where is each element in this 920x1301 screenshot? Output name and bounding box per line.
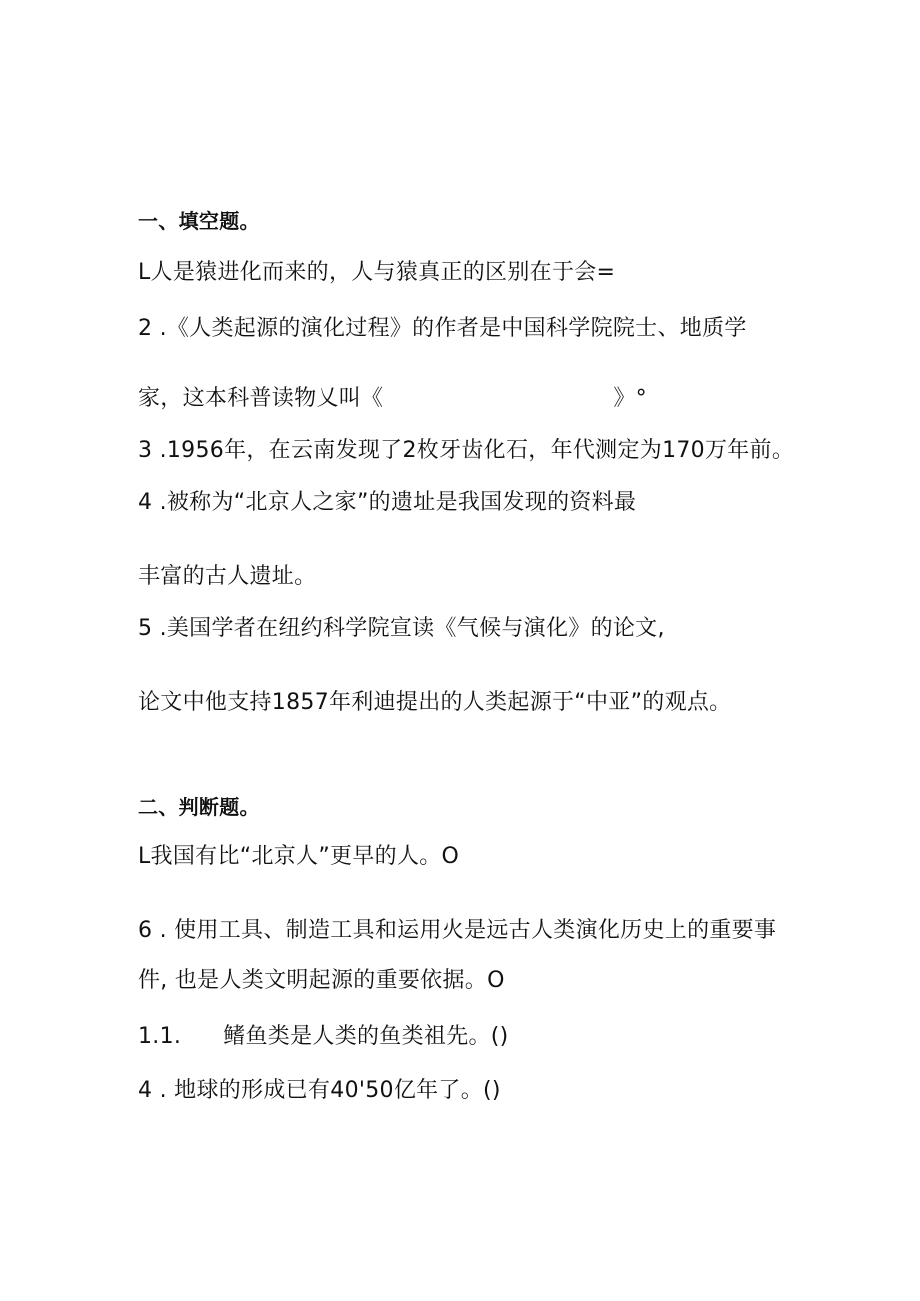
section-heading-true-false: 二、判断题。 [138,795,260,819]
question-4-line-2: 丰富的古人遗址。 [138,564,317,589]
tf-question-3 [138,1022,509,1052]
question-4-line-1: 4 .被称为“北京人之家”的遗址是我国发现的资料最 [138,490,637,515]
question-5-line-2: 论文中他支持1857年利迪提出的人类起源于“中亚”的观点。 [138,690,732,715]
section-heading-fill-in: 一、填空题。 [138,209,260,233]
question-5-line-1: 5 .美国学者在纽约科学院宣读《气候与演化》的论文, [138,616,665,641]
tf-question-2-line-1: 6 . 使用工具、制造工具和运用火是远古人类演化历史上的重要事 [138,918,777,943]
question-2-line-2-start: 家，这本科普读物乂叫《 [138,386,384,411]
question-2-line-2-end: 》° [613,386,647,411]
tf-question-3-text: 鳍鱼类是人类的鱼类祖先。() [223,1024,509,1049]
question-2-line-2 [138,384,647,414]
tf-question-2-line-2: 件, 也是人类文明起源的重要依据。O [138,968,505,993]
tf-question-1: L我国有比“北京人”更早的人。O [138,844,460,869]
question-2-line-1: 2 .《人类起源的演化过程》的作者是中国科学院院士、地质学 [138,316,747,341]
question-1: L人是猿进化而来的，人与猿真正的区别在于会= [138,260,616,285]
tf-question-4: 4 . 地球的形成已有40'50亿年了。() [138,1078,501,1103]
tf-question-3-number: 1.1. [138,1024,182,1049]
question-3: 3 .1956年，在云南发现了2枚牙齿化石，年代测定为170万年前。 [138,438,795,463]
